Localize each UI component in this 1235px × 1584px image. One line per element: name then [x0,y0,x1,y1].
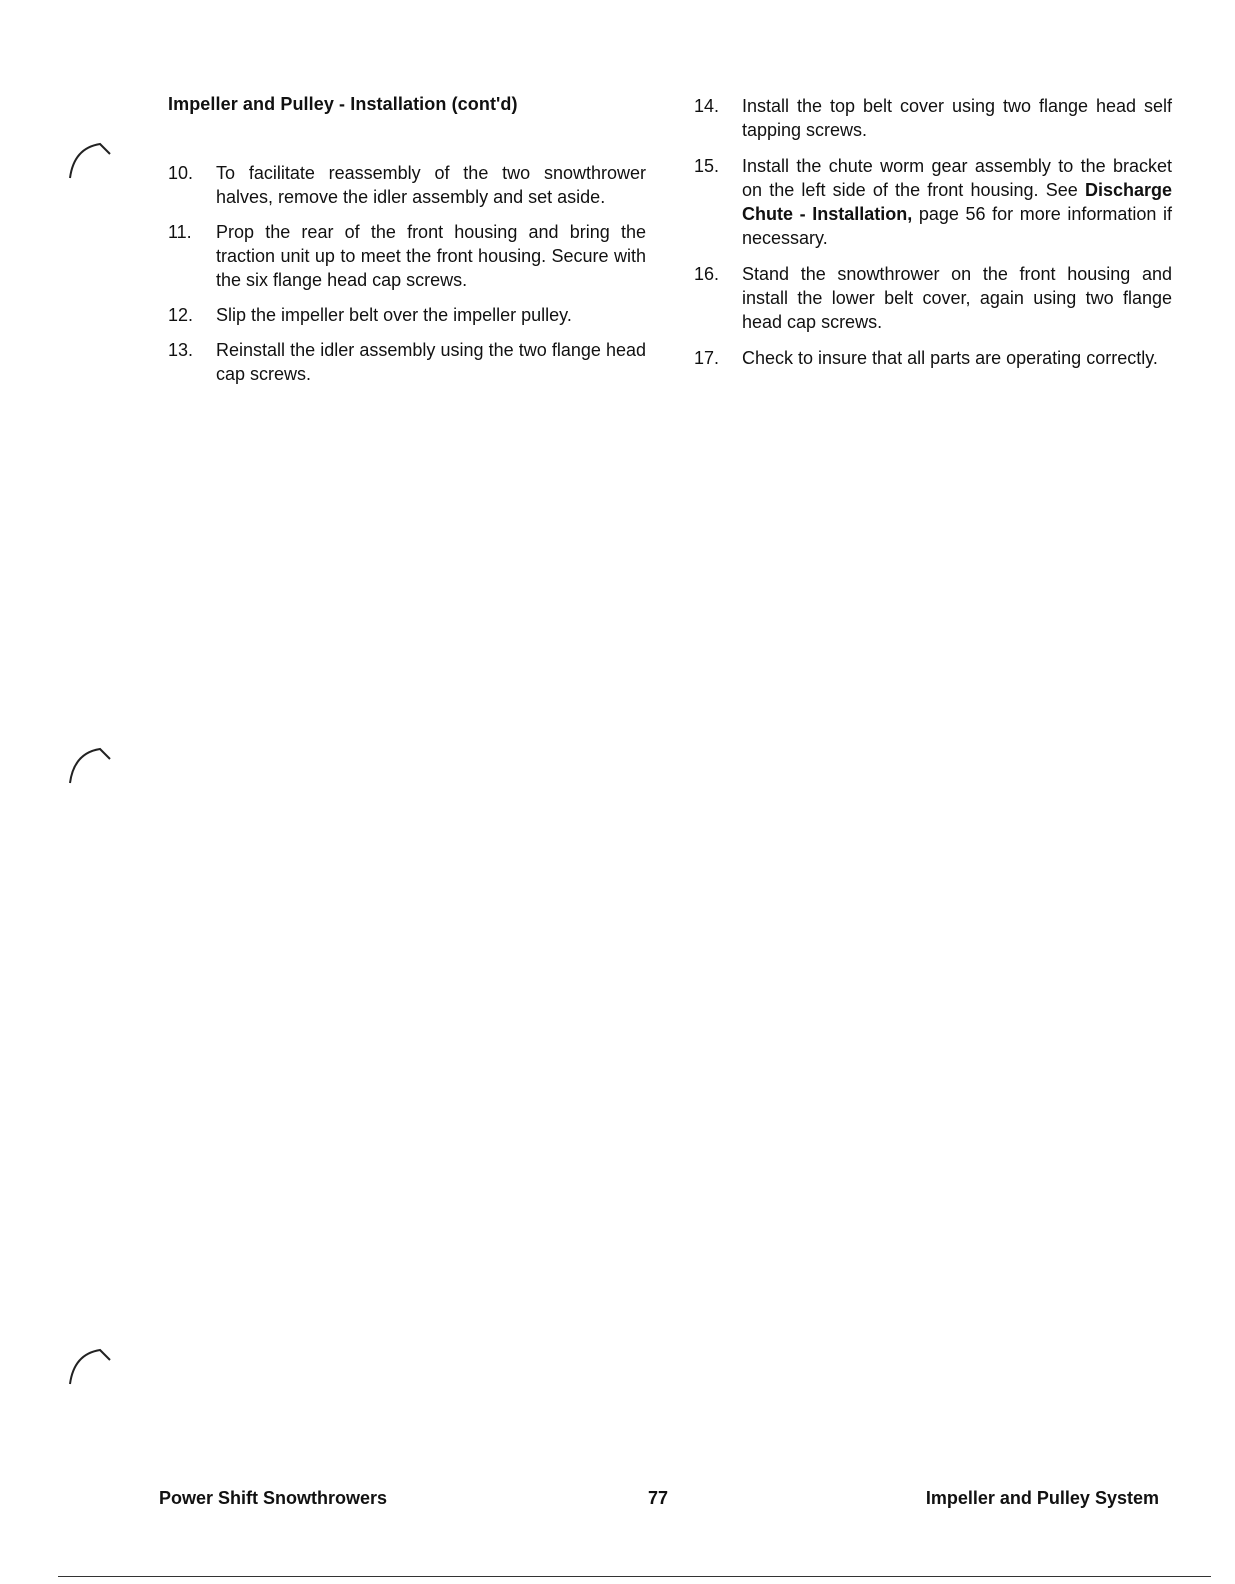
step-number: 11. [168,222,192,242]
right-column [694,94,1172,382]
step-text: Stand the snowthrower on the front housing and install the lower belt cover, again using two flange head cap screws. [742,264,1172,332]
step-text: Reinstall the idler assembly using the two flange head cap screws. [216,340,646,384]
footer-title: Power Shift Snowthrowers [159,1488,388,1508]
step-text: To facilitate reassembly of the two snowthrower halves, remove the idler assembly and set aside. [216,163,646,207]
step-number: 10. [168,163,194,183]
bottom-divider [58,1576,1211,1577]
step-number: 12. [168,305,194,325]
step-17 [694,346,1172,370]
binder-hole-icon [64,1346,116,1398]
step-number: 17. [694,348,720,368]
step-number: 15. [694,156,720,176]
step-text: Prop the rear of the front housing and bring the traction unit up to meet the front housing. Secure with the six flange head cap screws. [216,222,646,290]
step-number: 16. [694,264,720,284]
binder-hole-icon [64,140,116,192]
step-text: Slip the impeller belt over the impeller pulley. [216,305,572,325]
step-text-after: page 56 for more information if necessary. [742,204,1172,248]
step-11 [168,220,646,292]
left-column [168,94,646,397]
step-number: 13. [168,340,194,360]
section-title: Impeller and Pulley - Installation (cont'd) [168,94,518,114]
step-16 [694,262,1172,334]
step-text: Install the top belt cover using two flange head self tapping screws. [742,96,1172,140]
step-text: Check to insure that all parts are operating correctly. [742,348,1158,368]
page-number: 77 [648,1488,669,1508]
step-12 [168,303,646,327]
step-number: 14. [694,96,720,116]
binder-hole-icon [64,745,116,797]
step-15 [694,154,1172,250]
step-text-before: Install the chute worm gear assembly to the bracket on the left side of the front housing. See [742,156,1172,200]
step-13 [168,338,646,386]
step-text [742,154,1172,250]
footer-section: Impeller and Pulley System [925,1488,1159,1508]
step-14 [694,94,1172,142]
cross-reference-link: Discharge Chute - Installation, [742,180,1172,224]
step-10 [168,161,646,209]
